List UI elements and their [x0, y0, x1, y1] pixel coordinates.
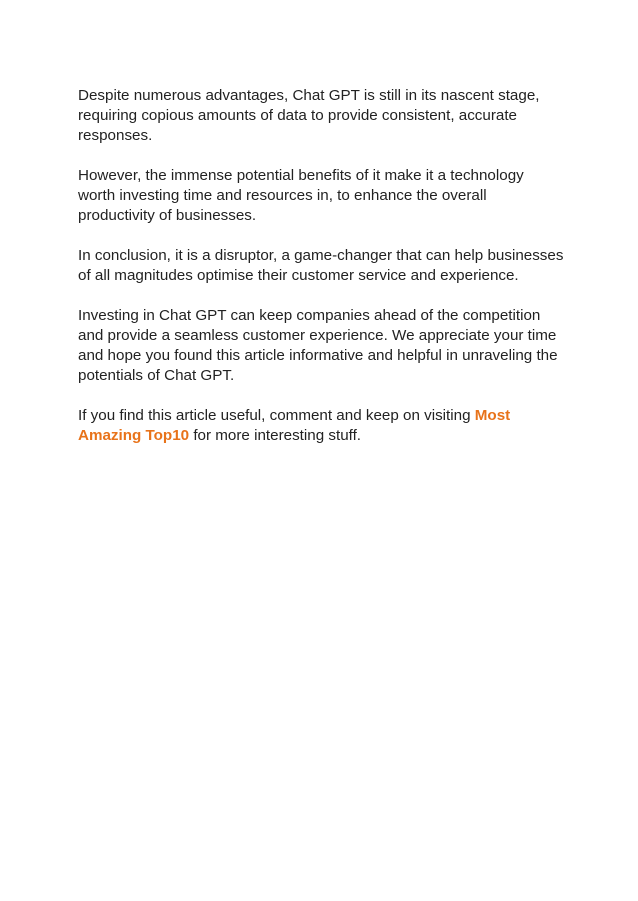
- most-amazing-top10-link[interactable]: Most Amazing Top10: [78, 407, 511, 444]
- closing-text-before: If you find this article useful, comment and keep on visiting: [78, 407, 475, 424]
- paragraph-limitations: Despite numerous advantages, Chat GPT is still in its nascent stage, requiring copious amounts of data to provide consistent, accurate responses.: [78, 87, 540, 144]
- paragraph-closing: [78, 406, 564, 446]
- paragraph-conclusion: In conclusion, it is a disruptor, a game-changer that can help businesses of all magnitudes optimise their customer service and experience.: [78, 247, 564, 284]
- article-body: [78, 86, 564, 466]
- paragraph-potential: However, the immense potential benefits of it make it a technology worth investing time and resources in, to enhance the overall productivity of businesses.: [78, 167, 524, 224]
- paragraph-investing: Investing in Chat GPT can keep companies ahead of the competition and provide a seamless customer experience. We appreciate your time and hope you found this article informative and helpful in unraveling the potentials of Chat GPT.: [78, 307, 558, 384]
- closing-text-after: for more interesting stuff.: [189, 427, 362, 444]
